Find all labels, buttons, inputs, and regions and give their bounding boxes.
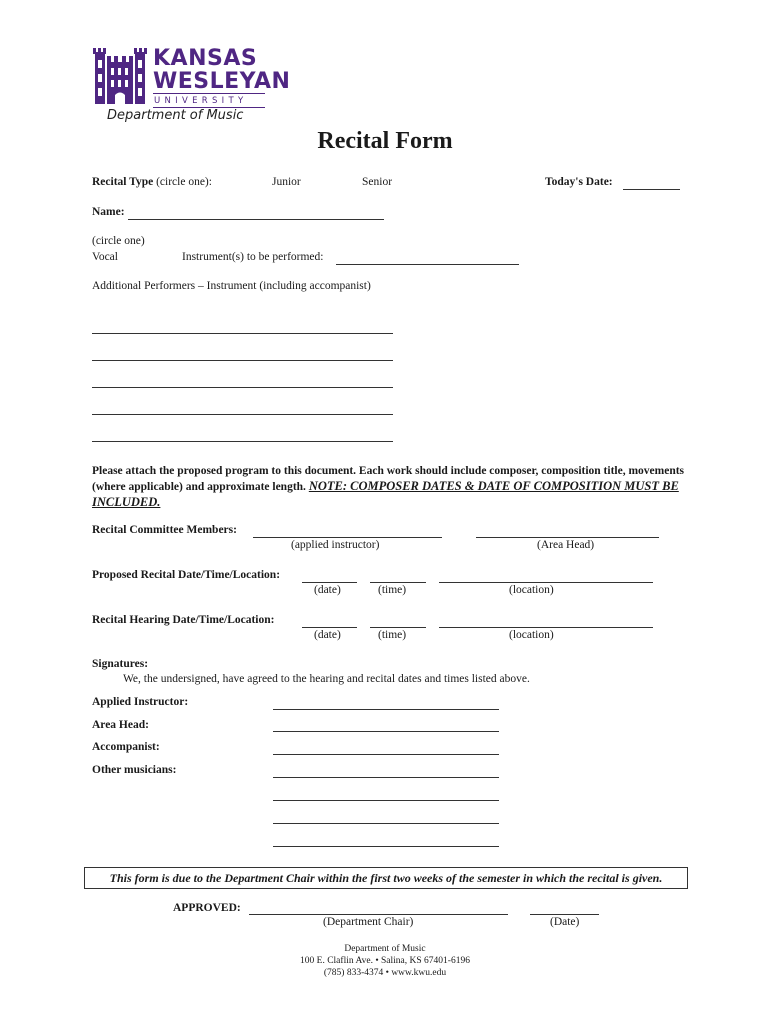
additional-performer-field[interactable] [92, 387, 393, 388]
instruments-label: Instrument(s) to be performed: [182, 251, 324, 263]
due-notice: This form is due to the Department Chair within the first two weeks of the semester in which the recital is given. [84, 867, 688, 889]
other-musician-signature-field[interactable] [273, 800, 499, 801]
university-logo-icon [93, 44, 147, 104]
additional-performers-label: Additional Performers – Instrument (including accompanist) [92, 280, 371, 292]
form-title: Recital Form [317, 128, 453, 154]
time-caption: (time) [378, 629, 407, 641]
recital-type-hint: (circle one): [156, 176, 212, 188]
recital-type-row [92, 176, 212, 188]
other-musician-signature-field[interactable] [273, 823, 499, 824]
name-field[interactable] [128, 219, 384, 220]
additional-performer-field[interactable] [92, 414, 393, 415]
hearing-location-field[interactable] [439, 627, 653, 628]
area-head-caption: (Area Head) [537, 539, 595, 551]
location-caption: (location) [509, 629, 554, 641]
footer-contact: (785) 833-4374 • www.kwu.edu [323, 968, 447, 978]
area-head-sign-label: Area Head: [92, 719, 149, 731]
logo-divider [153, 93, 265, 94]
department-chair-caption: (Department Chair) [323, 916, 414, 928]
footer-address: 100 E. Claflin Ave. • Salina, KS 67401-6196 [300, 956, 470, 966]
applied-instructor-field[interactable] [253, 537, 442, 538]
vocal-option[interactable]: Vocal [92, 251, 118, 263]
time-caption: (time) [378, 584, 407, 596]
attach-text: Please attach the proposed program to this document. Each work should include composer, composition title, movements (where applicable) and approximate length. [92, 465, 685, 493]
circle-one-note: (circle one) [92, 235, 145, 247]
additional-performer-field[interactable] [92, 333, 393, 334]
other-musician-signature-field[interactable] [273, 777, 499, 778]
signatures-statement: We, the undersigned, have agreed to the hearing and recital dates and times listed above. [123, 673, 530, 685]
accompanist-sign-label: Accompanist: [92, 741, 160, 753]
applied-instructor-caption: (applied instructor) [291, 539, 380, 551]
additional-performer-field[interactable] [92, 441, 393, 442]
logo-kansas: KANSAS [153, 46, 258, 71]
department-chair-signature-field[interactable] [249, 914, 508, 915]
name-label: Name: [92, 206, 125, 218]
approved-label: APPROVED: [173, 902, 241, 914]
approved-date-field[interactable] [530, 914, 599, 915]
instruments-field[interactable] [336, 264, 519, 265]
other-musician-signature-field[interactable] [273, 846, 499, 847]
department-name: Department of Music [107, 108, 244, 123]
proposed-date-label: Proposed Recital Date/Time/Location: [92, 569, 281, 581]
proposed-location-field[interactable] [439, 582, 653, 583]
option-senior[interactable]: Senior [362, 176, 393, 188]
attach-note: NOTE: COMPOSER DATES & DATE OF COMPOSITION MUST BE INCLUDED. [92, 479, 679, 509]
attach-program-instructions [92, 464, 692, 511]
location-caption: (location) [509, 584, 554, 596]
other-musicians-sign-label: Other musicians: [92, 764, 177, 776]
signatures-label: Signatures: [92, 658, 149, 670]
applied-instructor-signature-field[interactable] [273, 709, 499, 710]
area-head-signature-field[interactable] [273, 731, 499, 732]
proposed-time-field[interactable] [370, 582, 426, 583]
area-head-field[interactable] [476, 537, 659, 538]
hearing-time-field[interactable] [370, 627, 426, 628]
additional-performer-field[interactable] [92, 360, 393, 361]
approved-date-caption: (Date) [550, 916, 580, 928]
hearing-date-field[interactable] [302, 627, 357, 628]
todays-date-field[interactable] [623, 189, 680, 190]
recital-type-label: Recital Type [92, 176, 154, 188]
footer-department: Department of Music [344, 944, 426, 954]
committee-label: Recital Committee Members: [92, 524, 237, 536]
logo-wesleyan: WESLEYAN [153, 69, 291, 94]
option-junior[interactable]: Junior [272, 176, 301, 188]
todays-date-label: Today's Date: [545, 176, 613, 188]
date-caption: (date) [314, 584, 341, 596]
applied-instructor-sign-label: Applied Instructor: [92, 696, 189, 708]
hearing-date-label: Recital Hearing Date/Time/Location: [92, 614, 275, 626]
date-caption: (date) [314, 629, 341, 641]
accompanist-signature-field[interactable] [273, 754, 499, 755]
logo-university: UNIVERSITY [154, 96, 248, 106]
proposed-date-field[interactable] [302, 582, 357, 583]
